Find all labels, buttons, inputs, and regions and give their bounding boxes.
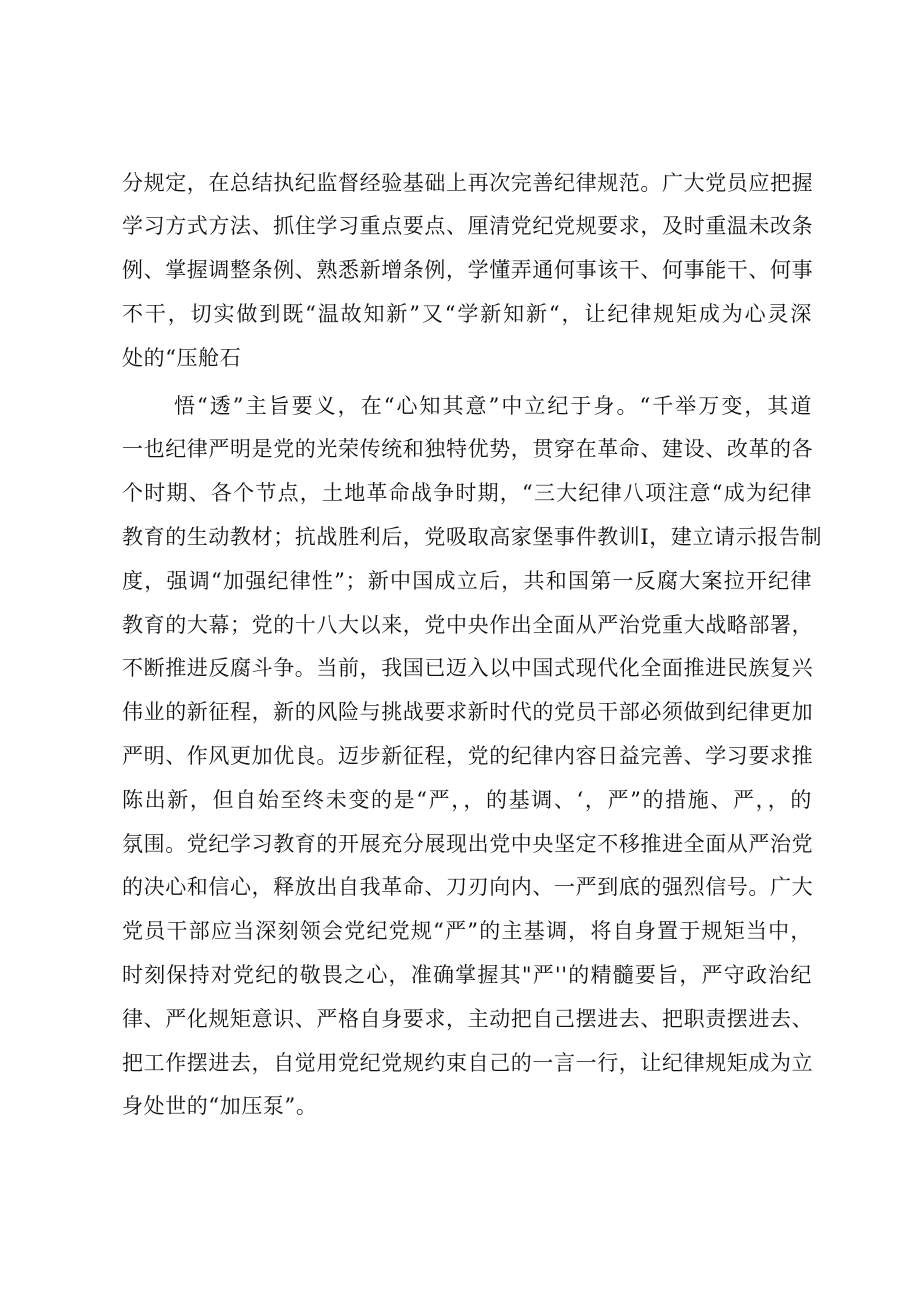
paragraph-line: 教育的大幕；党的十八大以来，党中央作出全面从严治党重大战略部署， <box>122 613 814 637</box>
paragraph-line: 分规定，在总结执纪监督经验基础上再次完善纪律规范。广大党员应把握 <box>122 171 814 195</box>
paragraph-line: 处的“压舱石 <box>122 346 242 370</box>
paragraph-line: 不断推进反腐斗争。当前，我国已迈入以中国式现代化全面推进民族复兴 <box>122 656 814 680</box>
paragraph-line: 氛围。党纪学习教育的开展充分展现出党中央坚定不移推进全面从严治党 <box>122 832 814 856</box>
paragraph-line: 不干，切实做到既“温故知新”又“学新知新“，让纪律规矩成为心灵深 <box>122 302 812 326</box>
paragraph-line: 例、掌握调整条例、熟悉新增条例，学懂弄通何事该干、何事能干、何事 <box>122 258 814 282</box>
paragraph-line: 个时期、各个节点，土地革命战争时期，“三大纪律八项注意“成为纪律 <box>122 481 812 505</box>
paragraph-line: 一也纪律严明是党的光荣传统和独特优势，贯穿在革命、建设、改革的各 <box>122 437 814 461</box>
paragraph-line: 伟业的新征程，新的风险与挑战要求新时代的党员干部必须做到纪律更加 <box>122 700 814 724</box>
paragraph-line: 党员干部应当深刻领会党纪党规“严”的主基调，将自身置于规矩当中， <box>122 919 812 943</box>
paragraph-line-indented: 悟“透”主旨要义，在“心知其意”中立纪于身。“千举万变，其道 <box>174 394 812 418</box>
paragraph-line: 身处世的“加压泵”。 <box>122 1094 318 1118</box>
paragraph-line: 律、严化规矩意识、严格自身要求，主动把自己摆进去、把职责摆进去、 <box>122 1007 814 1031</box>
paragraph-line: 学习方式方法、抓住学习重点要点、厘清党纪党规要求，及时重温未改条 <box>122 214 814 238</box>
paragraph-line: 把工作摆进去，自觉用党纪党规约束自己的一言一行，让纪律规矩成为立 <box>122 1051 814 1075</box>
paragraph-line: 教育的生动教材；抗战胜利后，党吸取高家堡事件教训I，建立请示报告制 <box>122 525 823 549</box>
paragraph-line: 陈出新，但自始至终未变的是“严，，的基调、‘，严”的措施、严，，的 <box>122 788 812 812</box>
paragraph-line: 时刻保持对党纪的敬畏之心，准确掌握其"严''的精髓要旨，严守政治纪 <box>122 963 812 987</box>
paragraph-line: 度，强调“加强纪律性”；新中国成立后，共和国第一反腐大案拉开纪律 <box>122 569 812 593</box>
paragraph-line: 的决心和信心，释放出自我革命、刀刃向内、一严到底的强烈信号。广大 <box>122 875 814 899</box>
paragraph-line: 严明、作风更加优良。迈步新征程，党的纪律内容日益完善、学习要求推 <box>122 744 814 768</box>
